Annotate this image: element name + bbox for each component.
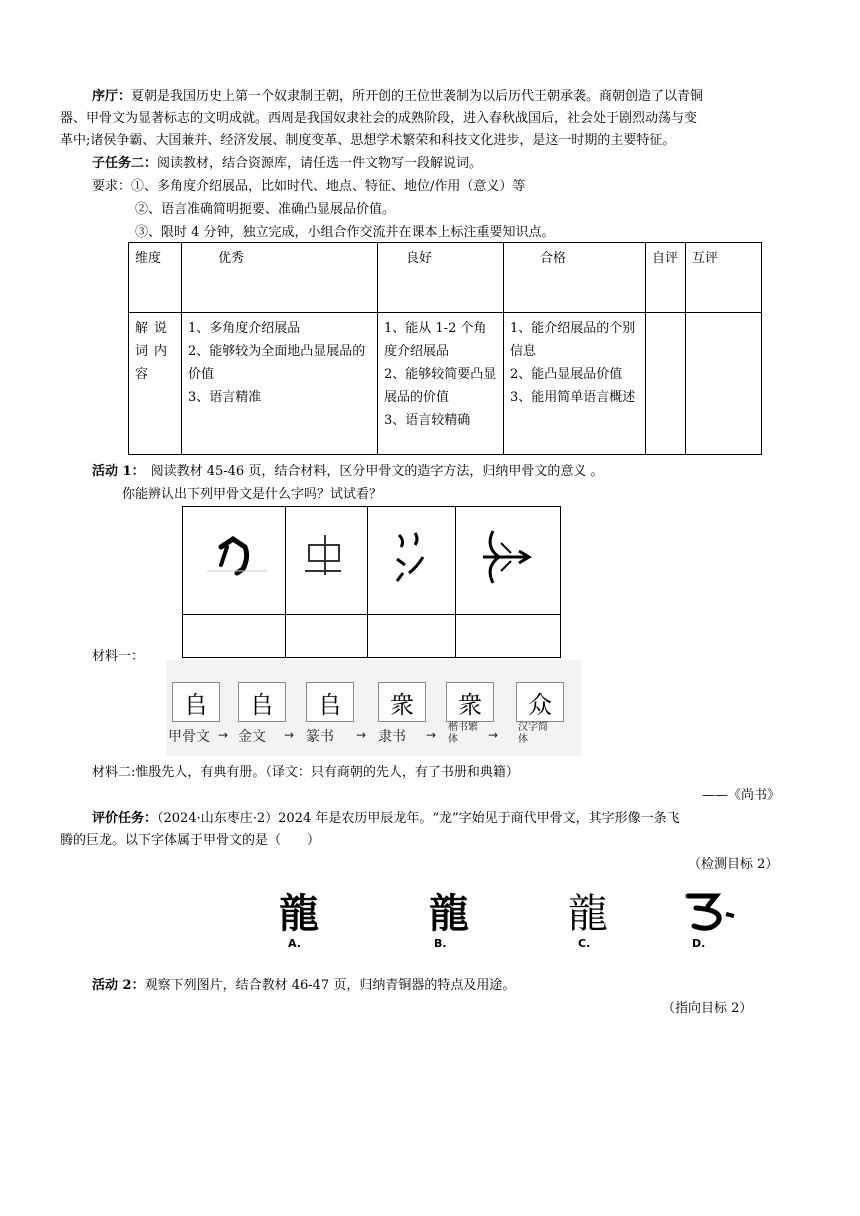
arrow-icon: → [488,728,499,742]
header-good: 良好 [378,243,504,313]
good-item: 3、语言较精确 [384,413,471,428]
pass-item: 2、能凸显展品价值 [510,367,623,382]
option-a-glyph: 龍 [279,890,319,937]
oracle-char-cell [455,507,560,615]
answer-cell-1[interactable] [183,614,286,657]
activity1-label: 活动 1： [92,464,145,479]
oracle-char-grid [182,506,561,658]
option-c[interactable] [524,878,653,954]
evolution-glyph: 衆 [378,682,426,722]
good-item: 1、能从 1-2 个角度介绍展品 [384,321,487,359]
arrow-icon: → [284,728,295,742]
excellent-cell [182,313,378,455]
oracle-char-image-2 [285,507,367,614]
activity2-target: （指向目标 2） [662,1001,753,1016]
subtask2-line [92,153,482,175]
evolution-glyph: 𠂤 [238,682,286,722]
excellent-item: 2、能够较为全面地凸显展品的价值 [188,344,366,382]
stage-label: 金文 [238,729,266,745]
good-cell [378,313,504,455]
evolution-glyph: 𠂤 [172,682,220,722]
evaluation-text-1: （2024·山东枣庄·2）2024 年是农历甲辰龙年。“龙”字始见于商代甲骨文，其字形像一条飞 [157,811,680,826]
oracle-char-image-3 [367,507,455,614]
material2-source: ——《尚书》 [702,788,781,803]
activity2-text: 观察下列图片，结合教材 46-47 页，归纳青铜器的特点及用途。 [144,978,516,993]
evaluation-line-2: 腾的巨龙。以下字体属于甲骨文的是（ ） [60,833,321,848]
answer-cell-3[interactable] [367,614,456,657]
evaluation-label: 评价任务： [92,811,158,826]
oracle-char-cell [183,507,286,615]
header-dimension: 维度 [129,243,182,313]
dimension-cell: 解说词内容 [129,313,182,455]
intro-line-3: 革中;诸侯争霸、大国兼并、经济发展、制度变革、思想学术繁荣和科技文化进步，是这一时期的主要特征。 [60,133,676,148]
stage-label: 楷书繁体 [448,722,478,745]
activity2-line [92,975,515,997]
header-peer-eval: 互评 [686,243,762,313]
good-item: 2、能够较简要凸显展品的价值 [384,367,497,405]
excellent-item: 3、语言精准 [188,390,262,405]
stage-label: 汉字简体 [518,722,548,745]
peer-eval-cell[interactable] [686,313,762,455]
header-self-eval: 自评 [646,243,686,313]
activity1-question: 你能辨认出下列甲骨文是什么字吗？试试看？ [122,487,383,502]
rubric-content-row [129,313,762,455]
option-c-label: C. [578,937,591,950]
oracle-char-image-1 [183,507,285,614]
excellent-item: 1、多角度介绍展品 [188,321,301,336]
header-pass: 合格 [504,243,646,313]
arrow-icon: → [218,728,229,742]
requirement-label: 要求： [92,179,132,194]
oracle-char-cell [367,507,456,615]
option-c-glyph: 龍 [568,891,608,937]
rubric-header-row [129,243,762,313]
subtask2-label: 子任务二： [92,156,158,171]
activity2-label: 活动 2： [92,978,145,993]
pass-item: 1、能介绍展品的个别信息 [510,321,636,359]
arrow-icon: → [426,728,437,742]
stage-label: 隶书 [378,729,406,745]
requirement-1 [92,176,525,198]
activity1-line [92,461,603,483]
option-d[interactable] [652,878,770,954]
option-d-glyph-image [652,882,770,938]
option-d-label: D. [692,937,706,950]
pass-item: 3、能用简单语言概述 [510,390,636,405]
stage-label: 甲骨文 [168,729,210,745]
requirement-1-text: ①、多角度介绍展品，比如时代、地点、特征、地位/作用（意义）等 [131,179,526,194]
header-excellent: 优秀 [182,243,378,313]
evaluation-target: （检测目标 2） [688,857,779,872]
script-evolution-image [166,660,581,756]
arrow-icon: → [356,728,367,742]
answer-cell-4[interactable] [455,614,560,657]
intro-line-1 [92,86,703,108]
intro-line-2: 器、甲骨文为显著标志的文明成就。西周是我国奴隶社会的成熟阶段，进入春秋战国后，社会处于剧烈动荡与变 [60,111,698,126]
requirement-2: ②、语言准确简明扼要、准确凸显展品价值。 [135,202,396,217]
evolution-glyph: 𠂤 [306,682,354,722]
stage-label: 篆书 [306,729,334,745]
option-b-label: B. [434,937,447,950]
oracle-char-cell [285,507,368,615]
evolution-glyph: 众 [516,682,564,722]
material2-text: 材料二:惟殷先人，有典有册。（译文：只有商朝的先人，有了书册和典籍） [92,765,519,780]
rubric-table [128,242,762,455]
material1-label: 材料一： [92,649,145,664]
option-b-glyph: 龍 [429,891,469,937]
pass-cell [504,313,646,455]
activity1-text: 阅读教材 45-46 页，结合材料，区分甲骨文的造字方法，归纳甲骨文的意义 。 [150,464,604,479]
option-a-label: A. [288,937,301,950]
option-a[interactable] [224,878,375,954]
evolution-glyph: 衆 [446,682,494,722]
subtask2-text: 阅读教材，结合资源库，请任选一件文物写一段解说词。 [157,156,483,171]
answer-cell-2[interactable] [285,614,368,657]
option-b[interactable] [374,878,525,954]
requirement-3: ③、限时 4 分钟，独立完成，小组合作交流并在课本上标注重要知识点。 [135,225,555,240]
intro-text-1: 夏朝是我国历史上第一个奴隶制王朝，所开创的王位世袭制为以后历代王朝承袭。商朝创造了以青铜 [131,89,704,104]
intro-label: 序厅： [92,89,132,104]
self-eval-cell[interactable] [646,313,686,455]
evaluation-line-1 [92,808,680,830]
oracle-char-image-4 [455,507,560,614]
dragon-options-image [224,878,770,954]
